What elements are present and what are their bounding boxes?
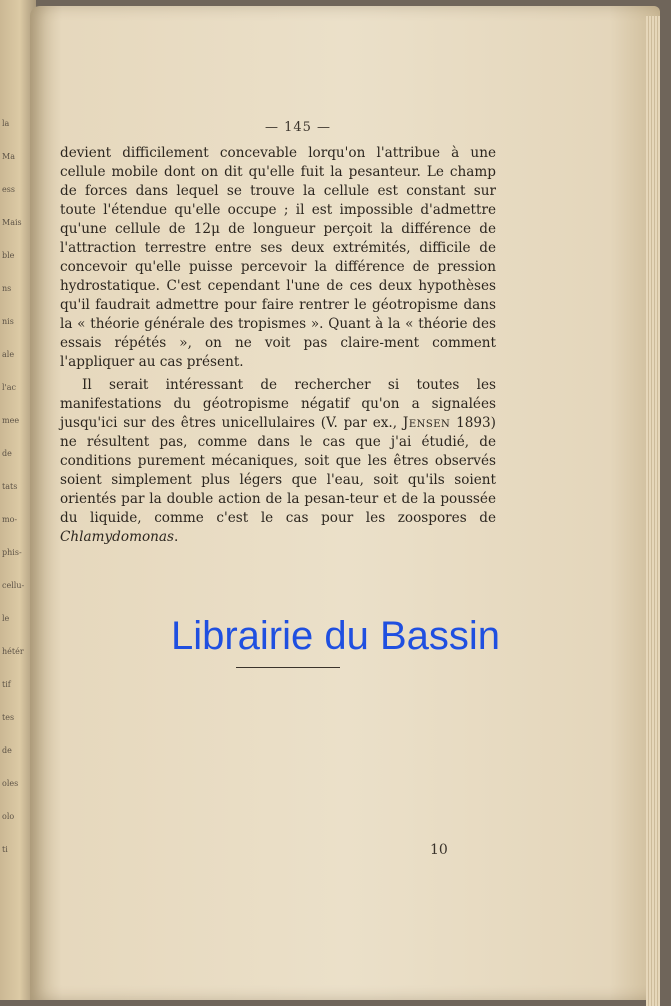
left-page-fragment: hétér [2, 647, 24, 656]
left-page-fragment: cellu- [2, 581, 25, 590]
left-page-fragment: tes [2, 713, 15, 722]
left-page-fragment: ble [2, 251, 15, 260]
left-page-fragment: mo- [2, 515, 18, 524]
page-stack-edge [646, 16, 660, 1006]
left-page-fragment: ess [2, 185, 15, 194]
left-page-fragment: tats [2, 482, 18, 491]
watermark: Librairie du Bassin [170, 614, 501, 658]
paragraph-2 [60, 376, 496, 547]
left-page-fragment: ns [2, 284, 12, 293]
left-page-fragment: Ma [2, 152, 15, 161]
page-number: — 145 — [264, 120, 332, 135]
left-page-fragment: Mais [2, 218, 22, 227]
paragraph-2-text-b: 1893) ne résultent pas, comme dans le cas que j'ai étudié, de conditions purement mécaniques, soit que les êtres observés soient simplement plus légers que l'eau, soit qu'ils soient orientés par la double action de la pesan-teur et de la poussée du liquide, comme c'est le cas pour les zoospores de [60, 415, 496, 526]
paragraph-1: devient difficilement concevable lorqu'on l'attribue à une cellule mobile dont on dit qu'elle fuit la pesanteur. Le champ de forces dans lequel se trouve la cellule est constant sur toute l'étendue qu'elle occupe ; il est impossible d'admettre qu'une cellule de 12μ de longueur perçoit la différence de l'attraction terrestre entre ses deux extrémités, difficile de concevoir qu'elle puisse percevoir la différence de pression hydrostatique. C'est cependant l'une de ces deux hypothèses qu'il faudrait admettre pour faire rentrer le géotropisme dans la « théorie générale des tropismes ». Quant à la « théorie des essais répétés », on ne voit pas claire-ment comment l'appliquer au cas présent. [60, 145, 496, 370]
author-citation: Jensen [402, 415, 451, 431]
left-page-fragment: phis- [2, 548, 22, 557]
genus-name: Chlamydomonas [60, 529, 174, 545]
paragraph-2-text-c: . [173, 529, 179, 545]
left-page-fragment: de [2, 449, 12, 458]
left-page-fragment: tif [2, 680, 11, 689]
left-page-fragment: l'ac [2, 383, 17, 392]
left-page-fragment: ti [2, 845, 8, 854]
end-rule [236, 667, 340, 668]
left-page-fragment: le [2, 614, 10, 623]
body-text [60, 144, 496, 547]
left-page-fragment: ale [2, 350, 15, 359]
left-page-fragment: la [2, 119, 10, 128]
left-page-fragment: oles [2, 779, 19, 788]
paragraph-2-text-a: Il serait intéressant de rechercher si toutes les manifestations du géotropisme négatif qu'on a signalées jusqu'ici sur des êtres unicellulaires (V. par ex., [60, 377, 496, 431]
left-page-fragment: olo [2, 812, 15, 821]
signature-mark: 10 [430, 842, 448, 858]
left-page-fragment: de [2, 746, 12, 755]
left-page-fragment: mee [2, 416, 20, 425]
left-page-fragment: nis [2, 317, 14, 326]
